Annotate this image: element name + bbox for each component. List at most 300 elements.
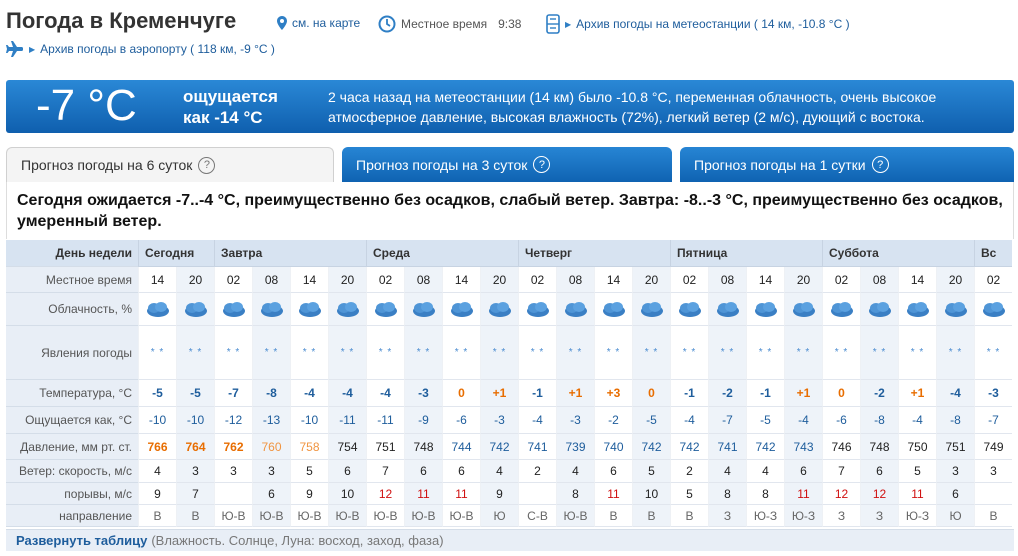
map-link-label: см. на карте — [292, 16, 361, 30]
cell-feels: -10 — [176, 407, 214, 434]
cell-time: 20 — [784, 267, 822, 293]
snow-icon: * * — [758, 347, 773, 358]
cell-gusts: 12 — [366, 483, 404, 505]
row-phen — [6, 326, 1014, 380]
cell-pressure: 751 — [936, 434, 974, 460]
cell-pressure: 741 — [708, 434, 746, 460]
cell-gusts: 7 — [176, 483, 214, 505]
cell-gusts: 8 — [556, 483, 594, 505]
cell-dir: З — [822, 505, 860, 527]
cell-phen — [936, 326, 974, 380]
cell-dir: В — [138, 505, 176, 527]
cell-time: 14 — [594, 267, 632, 293]
cell-temp: +1 — [556, 380, 594, 407]
cell-feels: -9 — [404, 407, 442, 434]
snow-icon: * * — [188, 347, 203, 358]
cell-dir: В — [594, 505, 632, 527]
clock-icon — [378, 15, 396, 33]
forecast-tabs — [6, 147, 1014, 182]
cell-feels: -4 — [784, 407, 822, 434]
cell-pressure: 742 — [746, 434, 784, 460]
snow-icon: * * — [720, 347, 735, 358]
cell-cloud — [784, 293, 822, 326]
chevron-right-icon: ▶ — [29, 44, 36, 54]
cell-pressure: 748 — [404, 434, 442, 460]
expand-table-link[interactable] — [6, 529, 1014, 551]
row-label-day: День недели — [6, 240, 138, 267]
cell-dir: С-В — [518, 505, 556, 527]
station-icon — [546, 14, 560, 34]
cloud-icon — [677, 300, 703, 318]
cell-pressure: 742 — [632, 434, 670, 460]
cell-wind_speed: 3 — [936, 460, 974, 483]
forecast-summary: Сегодня ожидается -7..-4 °C, преимущественно без осадков, слабый ветер. Завтра: -8..-3 °C, преимущественно без осадков, умеренный ветер. — [6, 182, 1014, 239]
cell-time: 02 — [214, 267, 252, 293]
snow-icon: * * — [150, 347, 165, 358]
cell-gusts: 6 — [252, 483, 290, 505]
archive-station-label: Архив погоды на метеостанции ( 14 км, -10.8 °C ) — [576, 17, 850, 31]
current-temp: -7 °C — [36, 81, 137, 130]
cell-dir: Ю-В — [556, 505, 594, 527]
cell-time: 14 — [138, 267, 176, 293]
cell-wind_speed: 6 — [860, 460, 898, 483]
cell-cloud — [176, 293, 214, 326]
cell-cloud — [480, 293, 518, 326]
row-label-gusts: порывы, м/с — [6, 483, 138, 505]
cell-feels: -3 — [480, 407, 518, 434]
cell-temp: -5 — [138, 380, 176, 407]
day-header[interactable]: Сегодня — [138, 240, 214, 267]
snow-icon: * * — [226, 347, 241, 358]
row-gusts — [6, 483, 1014, 505]
cell-time: 20 — [936, 267, 974, 293]
cell-pressure: 749 — [974, 434, 1012, 460]
cell-cloud — [594, 293, 632, 326]
cell-feels: -5 — [746, 407, 784, 434]
cell-cloud — [518, 293, 556, 326]
cell-wind_speed: 5 — [290, 460, 328, 483]
cell-dir: Ю — [480, 505, 518, 527]
cell-wind_speed: 4 — [746, 460, 784, 483]
snow-icon: * * — [948, 347, 963, 358]
cell-phen — [442, 326, 480, 380]
cell-dir: Ю-В — [252, 505, 290, 527]
day-header[interactable]: Пятница — [670, 240, 822, 267]
cloud-icon — [829, 300, 855, 318]
cell-gusts: 11 — [784, 483, 822, 505]
cell-cloud — [556, 293, 594, 326]
expand-label: Развернуть таблицу — [16, 533, 148, 548]
help-icon[interactable]: ? — [198, 157, 215, 174]
cell-pressure: 739 — [556, 434, 594, 460]
cell-cloud — [252, 293, 290, 326]
archive-airport-link[interactable] — [6, 41, 275, 57]
cloud-icon — [449, 300, 475, 318]
cell-dir: Ю-В — [404, 505, 442, 527]
cell-dir: Ю — [936, 505, 974, 527]
day-header[interactable]: Суббота — [822, 240, 974, 267]
snow-icon: * * — [302, 347, 317, 358]
cell-cloud — [138, 293, 176, 326]
airplane-icon — [6, 41, 24, 57]
cell-gusts: 9 — [138, 483, 176, 505]
cell-temp: +1 — [898, 380, 936, 407]
cell-temp: 0 — [442, 380, 480, 407]
cell-phen — [860, 326, 898, 380]
cell-wind_speed: 5 — [632, 460, 670, 483]
cell-wind_speed: 2 — [670, 460, 708, 483]
snow-icon: * * — [416, 347, 431, 358]
cell-dir: З — [708, 505, 746, 527]
cell-temp: -3 — [974, 380, 1012, 407]
cell-wind_speed: 2 — [518, 460, 556, 483]
cell-phen — [214, 326, 252, 380]
cell-feels: -13 — [252, 407, 290, 434]
cell-gusts: 12 — [860, 483, 898, 505]
cell-dir: Ю-В — [214, 505, 252, 527]
cell-dir: Ю-З — [746, 505, 784, 527]
snow-icon: * * — [682, 347, 697, 358]
tab-3-days[interactable] — [342, 147, 672, 182]
cell-temp: +1 — [784, 380, 822, 407]
cell-cloud — [404, 293, 442, 326]
cell-gusts: 11 — [442, 483, 480, 505]
cell-cloud — [822, 293, 860, 326]
cell-feels: -6 — [822, 407, 860, 434]
cell-feels: -8 — [860, 407, 898, 434]
cell-phen — [594, 326, 632, 380]
cell-time: 14 — [746, 267, 784, 293]
map-link[interactable] — [277, 16, 360, 30]
cell-cloud — [328, 293, 366, 326]
cell-time: 02 — [518, 267, 556, 293]
cell-phen — [670, 326, 708, 380]
cell-wind_speed: 6 — [784, 460, 822, 483]
cell-gusts: 10 — [632, 483, 670, 505]
cell-temp: 0 — [822, 380, 860, 407]
local-time-label: Местное время — [401, 17, 488, 31]
snow-icon: * * — [910, 347, 925, 358]
snow-icon: * * — [340, 347, 355, 358]
cloud-icon — [221, 300, 247, 318]
cell-gusts: 10 — [328, 483, 366, 505]
archive-station-link[interactable] — [546, 14, 850, 34]
cell-pressure: 751 — [366, 434, 404, 460]
cell-cloud — [442, 293, 480, 326]
cell-phen — [404, 326, 442, 380]
snow-icon: * * — [568, 347, 583, 358]
cell-wind_speed: 7 — [366, 460, 404, 483]
cell-pressure: 746 — [822, 434, 860, 460]
cell-pressure: 740 — [594, 434, 632, 460]
cell-temp: -8 — [252, 380, 290, 407]
row-label-phen: Явления погоды — [6, 326, 138, 380]
row-day — [6, 240, 1014, 267]
cell-wind_speed: 6 — [328, 460, 366, 483]
cloud-icon — [981, 300, 1007, 318]
row-pressure — [6, 434, 1014, 460]
cell-temp: -1 — [746, 380, 784, 407]
cell-pressure: 742 — [480, 434, 518, 460]
cell-gusts: 8 — [708, 483, 746, 505]
row-cloud — [6, 293, 1014, 326]
cell-cloud — [708, 293, 746, 326]
current-description: 2 часа назад на метеостанции (14 км) было -10.8 °C, переменная облачность, очень высокое атмосферное давление, высокая влажность (72%), легкий ветер (2 м/с), дующий с востока. — [328, 89, 937, 125]
cell-feels: -11 — [366, 407, 404, 434]
cell-time: 08 — [860, 267, 898, 293]
row-label-wind_speed: Ветер: скорость, м/с — [6, 460, 138, 483]
cell-temp: -1 — [670, 380, 708, 407]
cell-wind_speed: 4 — [138, 460, 176, 483]
cell-gusts: 12 — [822, 483, 860, 505]
cell-phen — [176, 326, 214, 380]
cell-feels: -5 — [632, 407, 670, 434]
cloud-icon — [943, 300, 969, 318]
cell-wind_speed: 3 — [252, 460, 290, 483]
cell-time: 08 — [404, 267, 442, 293]
cell-temp: -4 — [366, 380, 404, 407]
cell-time: 02 — [366, 267, 404, 293]
row-label-pressure: Давление, мм рт. ст. — [6, 434, 138, 460]
cell-dir: В — [632, 505, 670, 527]
cell-temp: -2 — [860, 380, 898, 407]
map-pin-icon — [277, 16, 287, 30]
cell-feels: -7 — [708, 407, 746, 434]
cell-feels: -7 — [974, 407, 1012, 434]
cell-cloud — [936, 293, 974, 326]
cell-phen — [252, 326, 290, 380]
cell-cloud — [366, 293, 404, 326]
day-header[interactable]: Среда — [366, 240, 518, 267]
snow-icon: * * — [264, 347, 279, 358]
cell-feels: -4 — [898, 407, 936, 434]
cell-wind_speed: 3 — [214, 460, 252, 483]
cell-cloud — [860, 293, 898, 326]
cell-temp: +3 — [594, 380, 632, 407]
row-label-cloud: Облачность, % — [6, 293, 138, 326]
cell-dir: В — [176, 505, 214, 527]
chevron-right-icon: ▶ — [565, 19, 572, 29]
feels-line-1: ощущается — [183, 87, 278, 106]
row-label-temp: Температура, °C — [6, 380, 138, 407]
cell-wind_speed: 7 — [822, 460, 860, 483]
feels-line-2: как -14 °C — [183, 108, 263, 127]
cell-phen — [822, 326, 860, 380]
page-title: Погода в Кременчуге — [6, 8, 237, 33]
row-time — [6, 267, 1014, 293]
cell-temp: -2 — [708, 380, 746, 407]
cell-time: 20 — [328, 267, 366, 293]
cell-pressure: 762 — [214, 434, 252, 460]
day-header[interactable]: Завтра — [214, 240, 366, 267]
cell-wind_speed: 6 — [404, 460, 442, 483]
cell-pressure: 754 — [328, 434, 366, 460]
tab-label: Прогноз погоды на 1 сутки — [694, 156, 866, 173]
cloud-icon — [487, 300, 513, 318]
local-time — [378, 15, 521, 33]
cell-time: 02 — [670, 267, 708, 293]
snow-icon: * * — [834, 347, 849, 358]
cell-phen — [784, 326, 822, 380]
cloud-icon — [335, 300, 361, 318]
cell-phen — [974, 326, 1012, 380]
cell-time: 02 — [974, 267, 1012, 293]
cell-temp: -4 — [936, 380, 974, 407]
cell-gusts — [518, 483, 556, 505]
cell-cloud — [974, 293, 1012, 326]
cell-temp: +1 — [480, 380, 518, 407]
cell-gusts: 9 — [480, 483, 518, 505]
cell-dir: Ю-В — [328, 505, 366, 527]
row-feels — [6, 407, 1014, 434]
cell-pressure: 764 — [176, 434, 214, 460]
cell-cloud — [898, 293, 936, 326]
cell-feels: -6 — [442, 407, 480, 434]
cell-gusts: 11 — [594, 483, 632, 505]
snow-icon: * * — [872, 347, 887, 358]
cell-wind_speed: 5 — [898, 460, 936, 483]
cell-pressure: 741 — [518, 434, 556, 460]
cell-feels: -3 — [556, 407, 594, 434]
row-wind_speed — [6, 460, 1014, 483]
cell-pressure: 743 — [784, 434, 822, 460]
cell-time: 20 — [176, 267, 214, 293]
help-icon[interactable]: ? — [872, 156, 889, 173]
cell-phen — [138, 326, 176, 380]
cell-time: 20 — [632, 267, 670, 293]
cell-phen — [708, 326, 746, 380]
cell-feels: -11 — [328, 407, 366, 434]
cell-wind_speed: 6 — [594, 460, 632, 483]
cell-cloud — [746, 293, 784, 326]
cloud-icon — [905, 300, 931, 318]
cell-gusts: 11 — [898, 483, 936, 505]
cell-gusts: 9 — [290, 483, 328, 505]
page-header — [0, 0, 1018, 66]
tab-label: Прогноз погоды на 3 суток — [356, 156, 528, 173]
cell-pressure: 766 — [138, 434, 176, 460]
cloud-icon — [601, 300, 627, 318]
cell-wind_speed: 3 — [974, 460, 1012, 483]
current-weather-banner — [6, 80, 1014, 133]
snow-icon: * * — [530, 347, 545, 358]
cell-phen — [480, 326, 518, 380]
cloud-icon — [867, 300, 893, 318]
expand-detail: (Влажность. Солнце, Луна: восход, заход, фаза) — [151, 533, 444, 548]
cloud-icon — [563, 300, 589, 318]
cell-gusts: 8 — [746, 483, 784, 505]
snow-icon: * * — [606, 347, 621, 358]
cell-pressure: 750 — [898, 434, 936, 460]
cell-temp: -1 — [518, 380, 556, 407]
row-dir — [6, 505, 1014, 527]
cell-cloud — [290, 293, 328, 326]
snow-icon: * * — [378, 347, 393, 358]
cell-phen — [556, 326, 594, 380]
row-label-feels: Ощущается как, °C — [6, 407, 138, 434]
cloud-icon — [373, 300, 399, 318]
cell-cloud — [632, 293, 670, 326]
local-time-value: 9:38 — [498, 17, 522, 31]
cell-pressure: 748 — [860, 434, 898, 460]
cell-wind_speed: 4 — [480, 460, 518, 483]
snow-icon: * * — [644, 347, 659, 358]
cloud-icon — [411, 300, 437, 318]
cell-wind_speed: 6 — [442, 460, 480, 483]
cell-time: 14 — [442, 267, 480, 293]
cell-time: 14 — [898, 267, 936, 293]
cell-feels: -4 — [518, 407, 556, 434]
cell-dir: З — [860, 505, 898, 527]
cell-temp: -4 — [328, 380, 366, 407]
cloud-icon — [145, 300, 171, 318]
day-header[interactable]: Вс — [974, 240, 1012, 267]
cell-feels: -12 — [214, 407, 252, 434]
cloud-icon — [791, 300, 817, 318]
snow-icon: * * — [986, 347, 1001, 358]
cell-temp: -7 — [214, 380, 252, 407]
cell-phen — [366, 326, 404, 380]
cell-pressure: 758 — [290, 434, 328, 460]
cell-wind_speed: 3 — [176, 460, 214, 483]
archive-airport-label: Архив погоды в аэропорту ( 118 км, -9 °C ) — [40, 42, 275, 56]
cell-time: 02 — [822, 267, 860, 293]
tab-6-days[interactable] — [6, 147, 334, 182]
current-feels-like — [183, 86, 278, 128]
cell-phen — [518, 326, 556, 380]
cloud-icon — [525, 300, 551, 318]
cell-dir: Ю-В — [290, 505, 328, 527]
cell-wind_speed: 4 — [708, 460, 746, 483]
cell-time: 08 — [556, 267, 594, 293]
cell-feels: -10 — [138, 407, 176, 434]
cell-feels: -10 — [290, 407, 328, 434]
cell-cloud — [670, 293, 708, 326]
snow-icon: * * — [492, 347, 507, 358]
cloud-icon — [297, 300, 323, 318]
cell-time: 08 — [252, 267, 290, 293]
day-header[interactable]: Четверг — [518, 240, 670, 267]
cell-time: 14 — [290, 267, 328, 293]
help-icon[interactable]: ? — [533, 156, 550, 173]
cloud-icon — [259, 300, 285, 318]
cell-gusts — [974, 483, 1012, 505]
cell-gusts — [214, 483, 252, 505]
cell-dir: Ю-В — [366, 505, 404, 527]
cell-phen — [632, 326, 670, 380]
cloud-icon — [715, 300, 741, 318]
cell-temp: -5 — [176, 380, 214, 407]
cloud-icon — [183, 300, 209, 318]
cell-wind_speed: 4 — [556, 460, 594, 483]
cell-cloud — [214, 293, 252, 326]
cell-dir: В — [974, 505, 1012, 527]
cell-pressure: 742 — [670, 434, 708, 460]
row-label-time: Местное время — [6, 267, 138, 293]
cell-phen — [328, 326, 366, 380]
cell-feels: -2 — [594, 407, 632, 434]
cell-phen — [290, 326, 328, 380]
snow-icon: * * — [454, 347, 469, 358]
cell-gusts: 11 — [404, 483, 442, 505]
snow-icon: * * — [796, 347, 811, 358]
cloud-icon — [753, 300, 779, 318]
tab-1-day[interactable] — [680, 147, 1014, 182]
cell-temp: -3 — [404, 380, 442, 407]
row-temp — [6, 380, 1014, 407]
cell-gusts: 5 — [670, 483, 708, 505]
row-label-dir: направление — [6, 505, 138, 527]
